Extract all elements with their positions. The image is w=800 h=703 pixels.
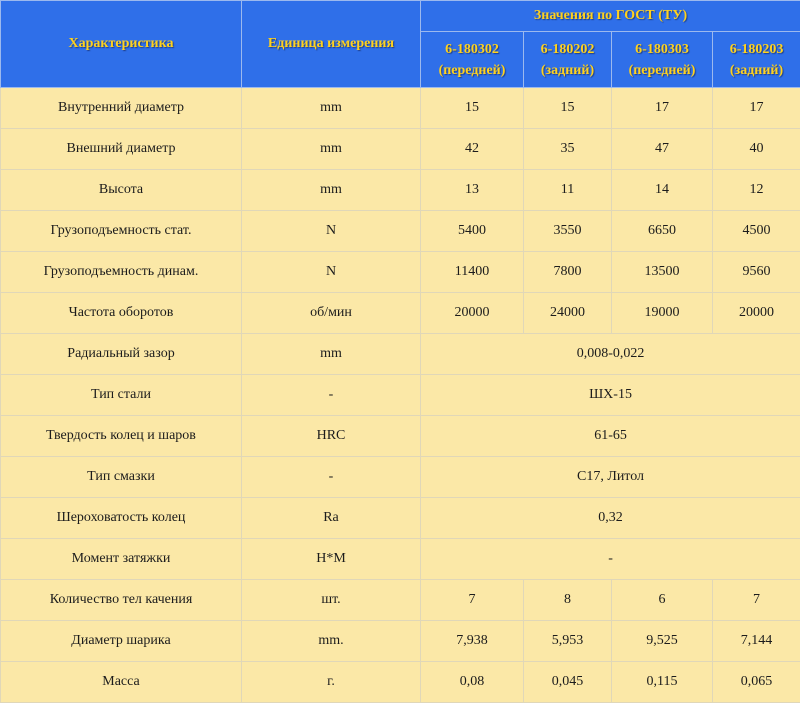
value-cell: 13 xyxy=(421,170,524,211)
merged-value-cell: С17, Литол xyxy=(421,457,800,498)
merged-value-cell: 0,32 xyxy=(421,498,800,539)
unit-cell: N xyxy=(242,252,421,293)
value-cell: 5400 xyxy=(421,211,524,252)
table-row xyxy=(1,416,800,457)
value-cell: 6 xyxy=(612,580,713,621)
value-cell: 3550 xyxy=(524,211,612,252)
model-position: (задний) xyxy=(729,62,784,78)
header-model xyxy=(524,32,612,88)
value-cell: 12 xyxy=(713,170,800,211)
characteristic-cell: Внутренний диаметр xyxy=(1,88,242,129)
value-cell: 7 xyxy=(713,580,800,621)
value-cell: 9560 xyxy=(713,252,800,293)
header-characteristic: Характеристика xyxy=(1,1,242,88)
value-cell: 11 xyxy=(524,170,612,211)
value-cell: 0,065 xyxy=(713,662,800,703)
model-code: 6-180203 xyxy=(729,41,784,57)
value-cell: 0,045 xyxy=(524,662,612,703)
characteristic-cell: Радиальный зазор xyxy=(1,334,242,375)
header-model xyxy=(612,32,713,88)
characteristic-cell: Частота оборотов xyxy=(1,293,242,334)
model-code: 6-180202 xyxy=(540,41,595,57)
table-row xyxy=(1,211,800,252)
characteristic-cell: Тип стали xyxy=(1,375,242,416)
merged-value-cell: ШХ-15 xyxy=(421,375,800,416)
characteristic-cell: Внешний диаметр xyxy=(1,129,242,170)
model-position: (задний) xyxy=(540,62,595,78)
unit-cell: - xyxy=(242,457,421,498)
value-cell: 13500 xyxy=(612,252,713,293)
value-cell: 42 xyxy=(421,129,524,170)
characteristic-cell: Грузоподъемность динам. xyxy=(1,252,242,293)
value-cell: 4500 xyxy=(713,211,800,252)
header-model xyxy=(421,32,524,88)
value-cell: 0,08 xyxy=(421,662,524,703)
characteristic-cell: Твердость колец и шаров xyxy=(1,416,242,457)
table-header xyxy=(1,1,800,88)
table-row xyxy=(1,580,800,621)
characteristic-cell: Грузоподъемность стат. xyxy=(1,211,242,252)
table-row xyxy=(1,621,800,662)
unit-cell: mm. xyxy=(242,621,421,662)
table-body xyxy=(1,88,800,703)
unit-cell: mm xyxy=(242,334,421,375)
table-row xyxy=(1,129,800,170)
value-cell: 15 xyxy=(524,88,612,129)
value-cell: 40 xyxy=(713,129,800,170)
value-cell: 35 xyxy=(524,129,612,170)
unit-cell: - xyxy=(242,375,421,416)
table-row xyxy=(1,170,800,211)
value-cell: 20000 xyxy=(421,293,524,334)
value-cell: 24000 xyxy=(524,293,612,334)
characteristic-cell: Тип смазки xyxy=(1,457,242,498)
value-cell: 17 xyxy=(713,88,800,129)
value-cell: 7,144 xyxy=(713,621,800,662)
value-cell: 8 xyxy=(524,580,612,621)
table-row xyxy=(1,88,800,129)
unit-cell: N xyxy=(242,211,421,252)
unit-cell: mm xyxy=(242,88,421,129)
value-cell: 15 xyxy=(421,88,524,129)
characteristic-cell: Количество тел качения xyxy=(1,580,242,621)
model-code: 6-180302 xyxy=(445,41,499,57)
header-gost-values: Значения по ГОСТ (ТУ) xyxy=(421,1,800,32)
value-cell: 20000 xyxy=(713,293,800,334)
unit-cell: mm xyxy=(242,170,421,211)
characteristic-cell: Диаметр шарика xyxy=(1,621,242,662)
unit-cell: об/мин xyxy=(242,293,421,334)
table-row xyxy=(1,252,800,293)
unit-cell: Н*М xyxy=(242,539,421,580)
table-row xyxy=(1,334,800,375)
header-model xyxy=(713,32,800,88)
value-cell: 9,525 xyxy=(612,621,713,662)
characteristic-cell: Момент затяжки xyxy=(1,539,242,580)
characteristic-cell: Шероховатость колец xyxy=(1,498,242,539)
header-unit: Единица измерения xyxy=(242,1,421,88)
model-position: (передней) xyxy=(438,62,506,78)
unit-cell: г. xyxy=(242,662,421,703)
value-cell: 0,115 xyxy=(612,662,713,703)
merged-value-cell: 0,008-0,022 xyxy=(421,334,800,375)
table-row xyxy=(1,498,800,539)
value-cell: 7,938 xyxy=(421,621,524,662)
value-cell: 11400 xyxy=(421,252,524,293)
unit-cell: Ra xyxy=(242,498,421,539)
model-position: (передней) xyxy=(628,62,696,78)
value-cell: 17 xyxy=(612,88,713,129)
value-cell: 7800 xyxy=(524,252,612,293)
value-cell: 7 xyxy=(421,580,524,621)
value-cell: 14 xyxy=(612,170,713,211)
merged-value-cell: - xyxy=(421,539,800,580)
unit-cell: HRC xyxy=(242,416,421,457)
value-cell: 47 xyxy=(612,129,713,170)
table-row xyxy=(1,457,800,498)
value-cell: 5,953 xyxy=(524,621,612,662)
characteristic-cell: Высота xyxy=(1,170,242,211)
unit-cell: mm xyxy=(242,129,421,170)
merged-value-cell: 61-65 xyxy=(421,416,800,457)
value-cell: 19000 xyxy=(612,293,713,334)
unit-cell: шт. xyxy=(242,580,421,621)
table-row xyxy=(1,293,800,334)
model-code: 6-180303 xyxy=(635,41,689,57)
value-cell: 6650 xyxy=(612,211,713,252)
table-row xyxy=(1,662,800,703)
characteristic-cell: Масса xyxy=(1,662,242,703)
table-row xyxy=(1,375,800,416)
table-row xyxy=(1,539,800,580)
